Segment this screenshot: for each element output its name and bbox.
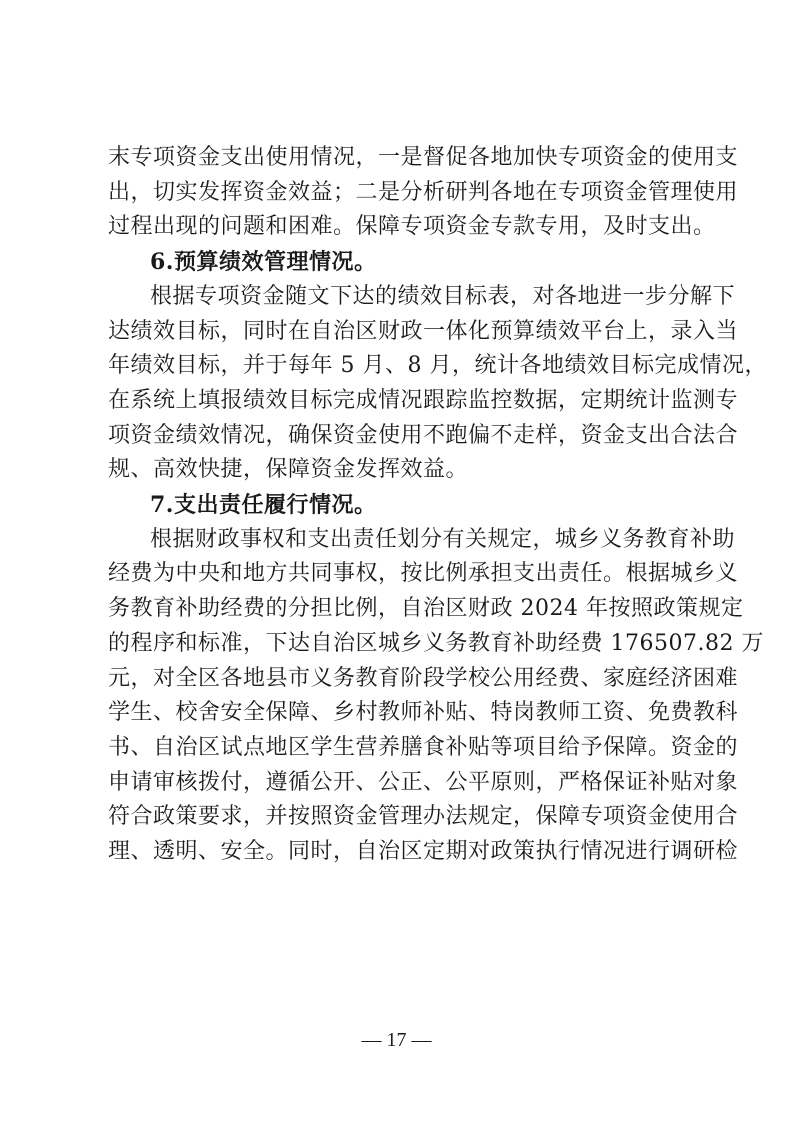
paragraph-line: 务教育补助经费的分担比例，自治区财政 2024 年按照政策规定 [108,596,744,622]
paragraph-line: 末专项资金支出使用情况，一是督促各地加快专项资金的使用支 [108,145,739,170]
paragraph-line: 年绩效目标，并于每年 5 月、8 月，统计各地绩效目标完成情况， [108,353,767,379]
paragraph-line: 出，切实发挥资金效益；二是分析研判各地在专项资金管理使用 [108,179,739,205]
paragraph-line: 在系统上填报绩效目标完成情况跟踪监控数据，定期统计监测专 [108,387,739,413]
paragraph-line: 规、高效快捷，保障资金发挥效益。 [108,457,469,483]
paragraph-line: 根据专项资金随文下达的绩效目标表，对各地进一步分解下 [150,283,736,309]
paragraph-line: 书、自治区试点地区学生营养膳食补贴等项目给予保障。资金的 [108,734,739,760]
paragraph-line: 根据财政事权和支出责任划分有关规定，城乡义务教育补助 [150,526,736,552]
paragraph-line: 申请审核拨付，遵循公开、公正、公平原则，严格保证补贴对象 [108,769,739,795]
paragraph-line: 达绩效目标，同时在自治区财政一体化预算绩效平台上，录入当 [108,318,739,344]
paragraph-line: 过程出现的问题和困难。保障专项资金专款专用，及时支出。 [108,214,716,240]
paragraph-line: 理、透明、安全。同时，自治区定期对政策执行情况进行调研检 [108,839,739,864]
paragraph-line: 元，对全区各地县市义务教育阶段学校公用经费、家庭经济困难 [108,665,739,691]
paragraph-line: 符合政策要求，并按照资金管理办法规定，保障专项资金使用合 [108,804,739,830]
paragraph-line: 经费为中央和地方共同事权，按比例承担支出责任。根据城乡义 [108,561,739,587]
paragraph-line: 学生、校舍安全保障、乡村教师补贴、特岗教师工资、免费教科 [108,700,739,726]
paragraph-line: 项资金绩效情况，确保资金使用不跑偏不走样，资金支出合法合 [108,422,739,448]
section-heading: 6.预算绩效管理情况。 [150,249,377,276]
page-number: — 17 — [361,1029,432,1051]
paragraph-line: 的程序和标准，下达自治区城乡义务教育补助经费 176507.82 万 [108,630,764,656]
section-heading: 7.支出责任履行情况。 [150,492,377,518]
